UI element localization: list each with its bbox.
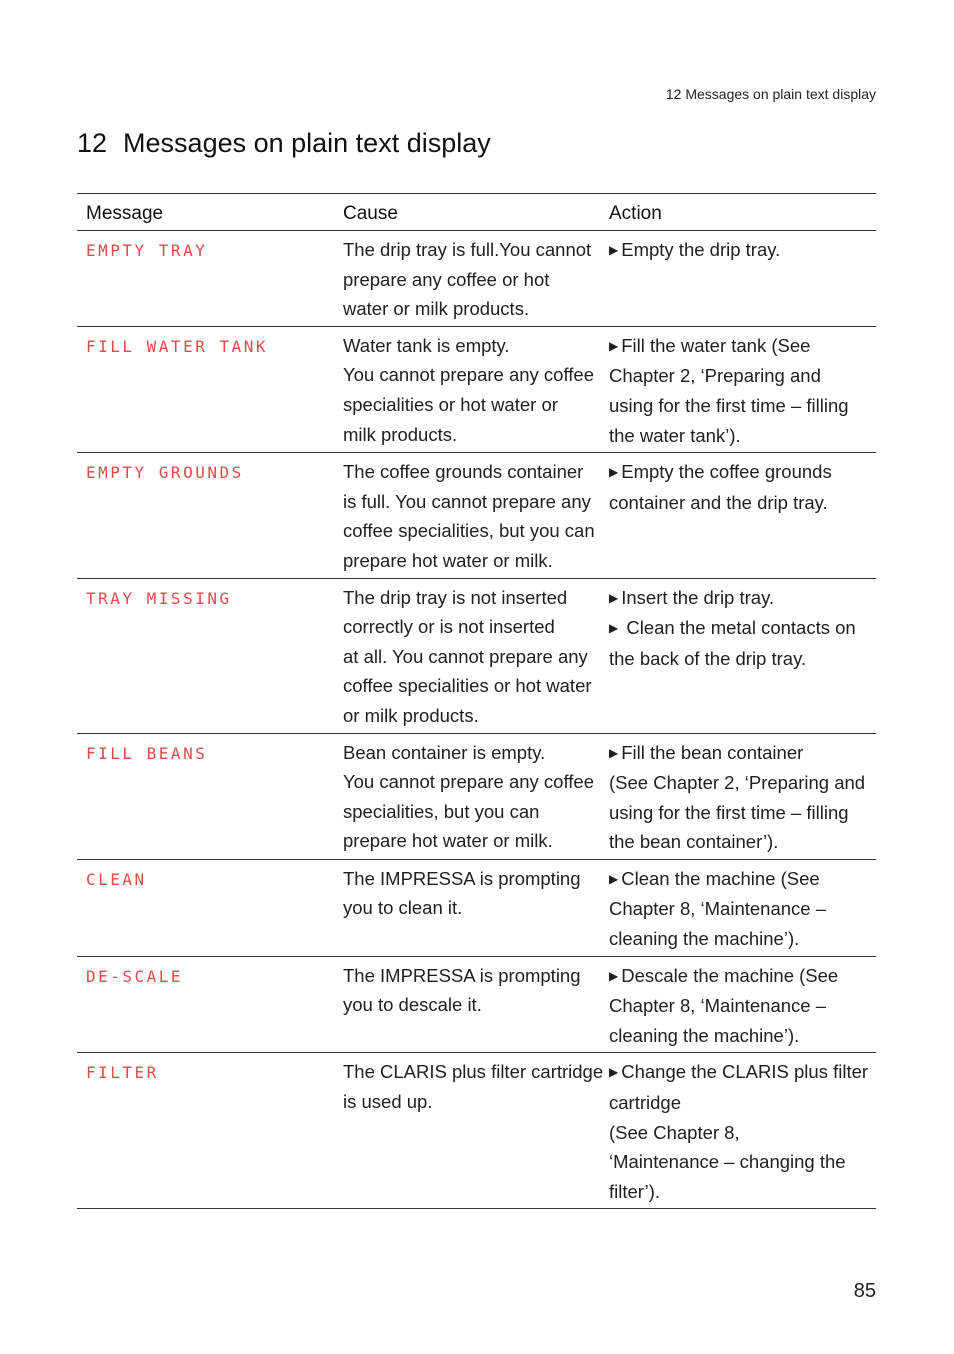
table-row xyxy=(77,231,876,327)
action-line: using for the first time – filling xyxy=(609,801,849,823)
header-cause: Cause xyxy=(343,194,609,231)
action-line: Chapter 8, ‘Maintenance – xyxy=(609,898,826,920)
table-row xyxy=(77,1053,876,1209)
cause-line: You cannot prepare any coffee xyxy=(343,364,594,386)
display-message: FILL WATER TANK xyxy=(86,336,268,356)
cause-cell xyxy=(343,578,609,733)
page-number: 85 xyxy=(853,1280,876,1302)
cause-line: The CLARIS plus filter cartridge xyxy=(343,1061,604,1083)
bullet-triangle-icon: ▶ xyxy=(609,465,619,480)
action-line: ▶ Empty the coffee grounds xyxy=(609,457,867,488)
cause-line: The IMPRESSA is prompting xyxy=(343,867,581,889)
table-row xyxy=(77,453,876,578)
cause-line: coffee specialities or hot water xyxy=(343,675,592,697)
cause-cell xyxy=(343,859,609,956)
table-row xyxy=(77,733,876,859)
cause-line: is used up. xyxy=(343,1091,433,1113)
display-message: CLEAN xyxy=(86,869,147,889)
cause-line: prepare any coffee or hot xyxy=(343,268,550,290)
bullet-triangle-icon: ▶ xyxy=(609,745,619,760)
bullet-triangle-icon: ▶ xyxy=(609,968,619,983)
action-line: filter’). xyxy=(609,1180,661,1202)
action-line: container and the drip tray. xyxy=(609,491,828,513)
action-cell xyxy=(609,578,876,733)
header-message: Message xyxy=(77,194,343,231)
bullet-triangle-icon: ▶ xyxy=(609,243,619,257)
bullet-triangle-icon: ▶ xyxy=(609,338,619,353)
cause-line: You cannot prepare any coffee xyxy=(343,771,594,793)
page-title xyxy=(77,128,491,159)
action-line: ▶ Descale the machine (See xyxy=(609,961,867,992)
display-message: TRAY MISSING xyxy=(86,588,232,608)
action-cell xyxy=(609,453,876,578)
cause-line: correctly or is not inserted xyxy=(343,616,555,638)
table-row xyxy=(77,859,876,956)
cause-line: The drip tray is full.You cannot xyxy=(343,239,592,260)
cause-cell xyxy=(343,1053,609,1209)
cause-line: water or milk products. xyxy=(343,298,530,320)
table-row xyxy=(77,326,876,452)
action-line: cleaning the machine’). xyxy=(609,1024,800,1046)
chapter-title: Messages on plain text display xyxy=(123,128,491,158)
cause-line: you to descale it. xyxy=(343,994,482,1016)
action-line: Chapter 2, ‘Preparing and xyxy=(609,365,821,387)
cause-line: or milk products. xyxy=(343,704,479,726)
table-row xyxy=(77,956,876,1053)
action-line: ▶ Change the CLARIS plus filter xyxy=(609,1057,867,1088)
message-cell xyxy=(77,231,343,327)
table-row xyxy=(77,578,876,733)
display-message: EMPTY GROUNDS xyxy=(86,463,244,483)
bullet-triangle-icon: ▶ xyxy=(609,621,619,636)
cause-line: prepare hot water or milk. xyxy=(343,830,553,852)
action-line: (See Chapter 8, xyxy=(609,1121,740,1143)
action-line: Chapter 8, ‘Maintenance – xyxy=(609,995,826,1017)
cause-cell xyxy=(343,231,609,327)
cause-line: at all. You cannot prepare any xyxy=(343,645,588,667)
message-cell xyxy=(77,578,343,733)
action-line: ‘Maintenance – changing the xyxy=(609,1151,846,1173)
action-line: ▶ Empty the drip tray. xyxy=(609,235,867,266)
message-cell xyxy=(77,859,343,956)
display-message: EMPTY TRAY xyxy=(86,241,208,260)
action-line: ▶ Clean the machine (See xyxy=(609,864,867,895)
table-body xyxy=(77,231,876,1209)
cause-line: Water tank is empty. xyxy=(343,334,510,356)
cause-line: milk products. xyxy=(343,423,458,445)
message-cell xyxy=(77,733,343,859)
message-cell xyxy=(77,1053,343,1209)
action-line: ▶ Clean the metal contacts on xyxy=(609,613,867,644)
cause-line: The IMPRESSA is prompting xyxy=(343,964,581,986)
table-header-row xyxy=(77,194,876,231)
action-cell xyxy=(609,231,876,327)
cause-line: specialities, but you can xyxy=(343,800,540,822)
cause-cell xyxy=(343,326,609,452)
cause-line: specialities or hot water or xyxy=(343,393,558,415)
message-cell xyxy=(77,453,343,578)
action-line: ▶ Fill the bean container xyxy=(609,738,867,769)
cause-line: The coffee grounds container xyxy=(343,461,584,483)
cause-cell xyxy=(343,733,609,859)
bullet-triangle-icon: ▶ xyxy=(609,590,619,605)
cause-line: coffee specialities, but you can xyxy=(343,520,595,542)
cause-line: The drip tray is not inserted xyxy=(343,586,568,608)
message-cell xyxy=(77,956,343,1053)
action-cell xyxy=(609,956,876,1053)
action-line: the bean container’). xyxy=(609,831,779,853)
cause-line: you to clean it. xyxy=(343,897,463,919)
action-line: ▶ Insert the drip tray. xyxy=(609,583,867,614)
cause-cell xyxy=(343,956,609,1053)
action-cell xyxy=(609,1053,876,1209)
action-line: ▶ Fill the water tank (See xyxy=(609,331,867,362)
action-cell xyxy=(609,733,876,859)
running-head: 12 Messages on plain text display xyxy=(665,86,876,102)
messages-table xyxy=(77,193,876,1209)
action-line: the water tank’). xyxy=(609,424,741,446)
header-action: Action xyxy=(609,194,876,231)
cause-line: Bean container is empty. xyxy=(343,741,546,763)
action-cell xyxy=(609,859,876,956)
message-cell xyxy=(77,326,343,452)
display-message: DE-SCALE xyxy=(86,966,184,986)
display-message: FILL BEANS xyxy=(86,743,208,763)
chapter-number: 12 xyxy=(77,128,108,158)
action-line: cleaning the machine’). xyxy=(609,928,800,950)
action-cell xyxy=(609,326,876,452)
cause-line: is full. You cannot prepare any xyxy=(343,490,591,512)
display-message: FILTER xyxy=(86,1063,159,1083)
cause-line: prepare hot water or milk. xyxy=(343,549,553,571)
action-line: using for the first time – filling xyxy=(609,394,849,416)
action-line: (See Chapter 2, ‘Preparing and xyxy=(609,772,866,794)
cause-cell xyxy=(343,453,609,578)
bullet-triangle-icon: ▶ xyxy=(609,1065,619,1080)
action-line: the back of the drip tray. xyxy=(609,647,807,669)
bullet-triangle-icon: ▶ xyxy=(609,871,619,886)
action-line: cartridge xyxy=(609,1092,681,1114)
